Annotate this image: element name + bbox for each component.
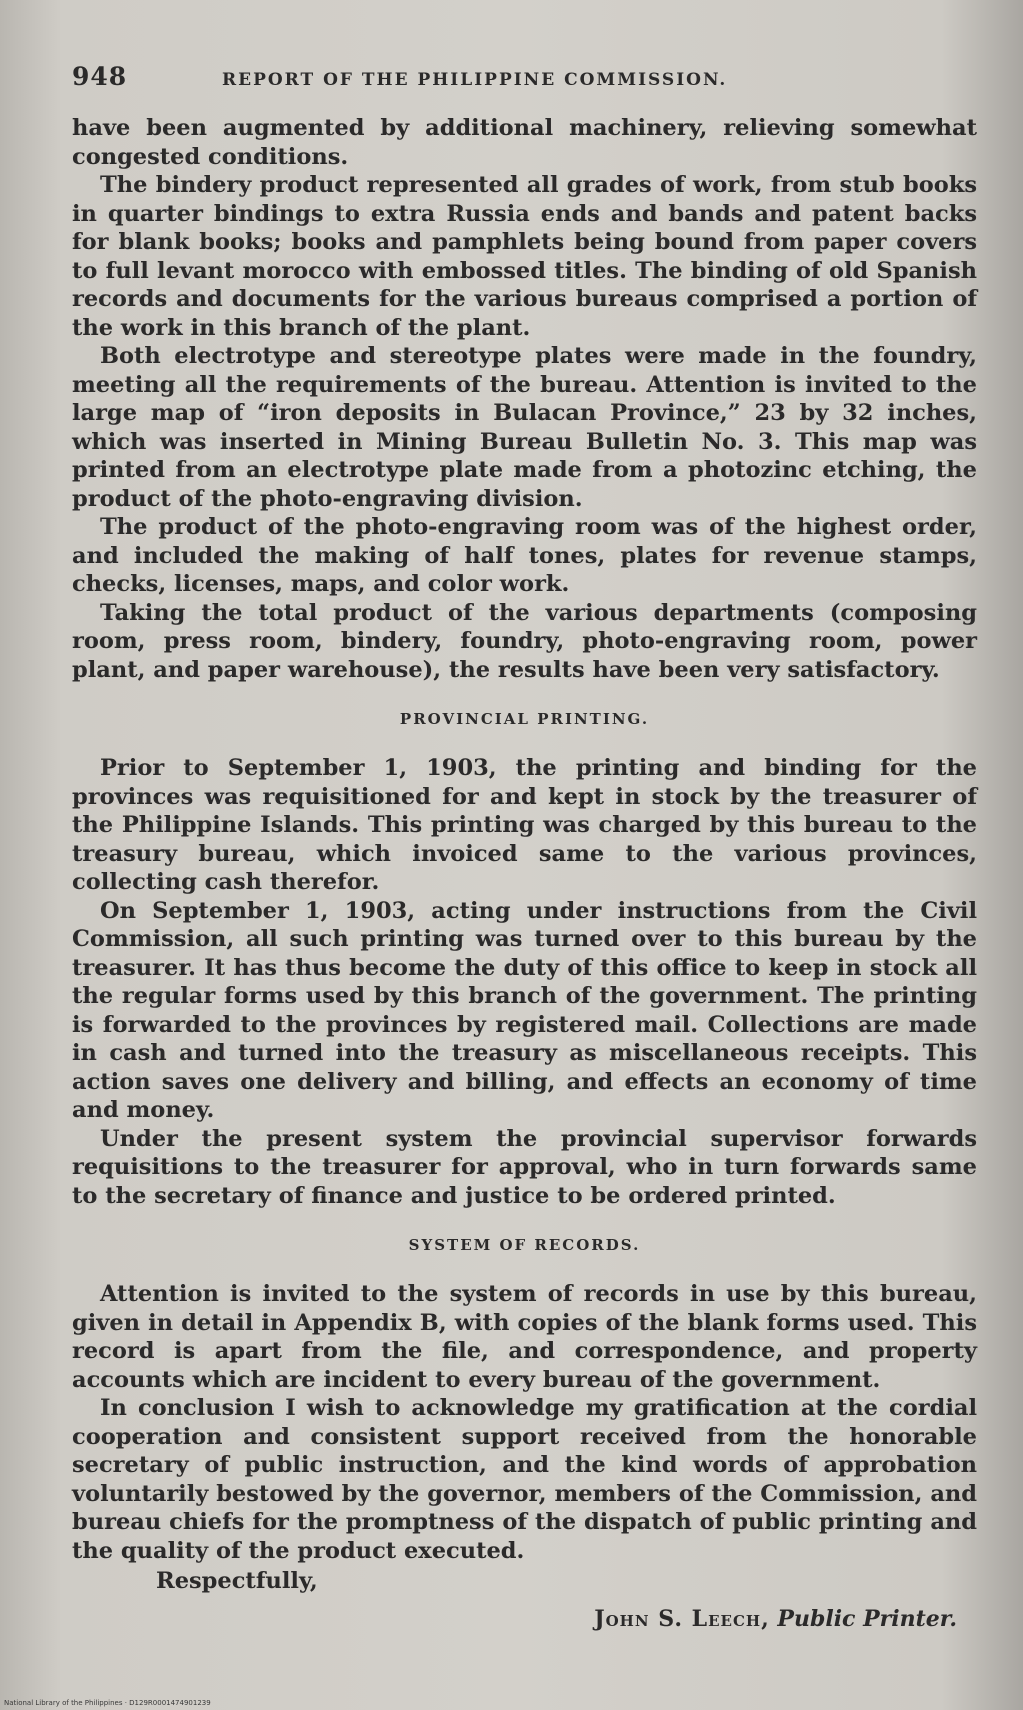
paragraph: Prior to September 1, 1903, the printing and binding for the provinces was requisitioned for and kept in stock by the treasurer of the Philippine Islands. This printing was charged by this bureau to the treasury bureau, which invoiced same to the various provinces, collecting cash therefor. [72,755,977,895]
paragraph: have been augmented by additional machinery, relieving somewhat congested conditions. [72,115,977,170]
paragraph: The product of the photo-engraving room was of the highest order, and included the making of half tones, plates for revenue stamps, checks, licenses, maps, and color work. [72,514,977,597]
paragraph: Under the present system the provincial supervisor forwards requisitions to the treasurer for approval, who in turn forwards same to the secretary of finance and justice to be ordered printed. [72,1125,977,1209]
scan-credit-line: National Library of the Philippines · D129R0001474901239 [4,1699,211,1707]
paragraph: In conclusion I wish to acknowledge my gratification at the cordial cooperation and consistent support received from the honorable secretary of public instruction, and the kind words of approbation voluntarily bestowed by the governor, members of the Commission, and bureau chiefs for the promptness of the dispatch of public printing and the quality of the product executed. [72,1395,977,1564]
running-head [72,62,977,96]
running-title: REPORT OF THE PHILIPPINE COMMISSION. [222,70,728,90]
paragraph: Taking the total product of the various departments (composing room, press room, bindery, foundry, photo-engraving room, power plant, and paper warehouse), the results have been very satisfactory. [72,599,977,683]
signature-name: John S. Leech, [594,1605,770,1632]
page-number: 948 [72,62,128,91]
page-content [72,62,977,1632]
paragraph: The bindery product represented all grades of work, from stub books in quarter bindings to extra Russia ends and bands and patent backs for blank books; books and pamphlets being bound from paper covers to full levant morocco with embossed titles. The binding of old Spanish records and documents for the various bureaus comprised a portion of the work in this branch of the plant. [72,172,977,341]
section-heading-provincial-printing: PROVINCIAL PRINTING. [399,710,650,728]
signature-block [72,1606,977,1632]
paragraph: Attention is invited to the system of records in use by this bureau, given in detail in Appendix B, with copies of the blank forms used. This record is apart from the file, and correspondence, and property accounts which are incident to every bureau of the government. [72,1281,977,1393]
section-heading-system-of-records: SYSTEM OF RECORDS. [408,1236,641,1254]
paragraph: On September 1, 1903, acting under instructions from the Civil Commission, all such printing was turned over to this bureau by the treasurer. It has thus become the duty of this office to keep in stock all the regular forms used by this branch of the government. The printing is forwarded to the provinces by registered mail. Collections are made in cash and turned into the treasury as miscellaneous receipts. This action saves one delivery and billing, and effects an economy of time and money. [72,897,977,1123]
signature-title: Public Printer. [777,1605,957,1632]
closing-salutation: Respectfully, [156,1568,318,1594]
paragraph: Both electrotype and stereotype plates were made in the foundry, meeting all the requirements of the bureau. Attention is invited to the large map of “iron deposits in Bulacan Province,” 23 by 32 inches, which was inserted in Mining Bureau Bulletin No. 3. This map was printed from an electrotype plate made from a photozinc etching, the product of the photo-engraving division. [72,343,977,512]
